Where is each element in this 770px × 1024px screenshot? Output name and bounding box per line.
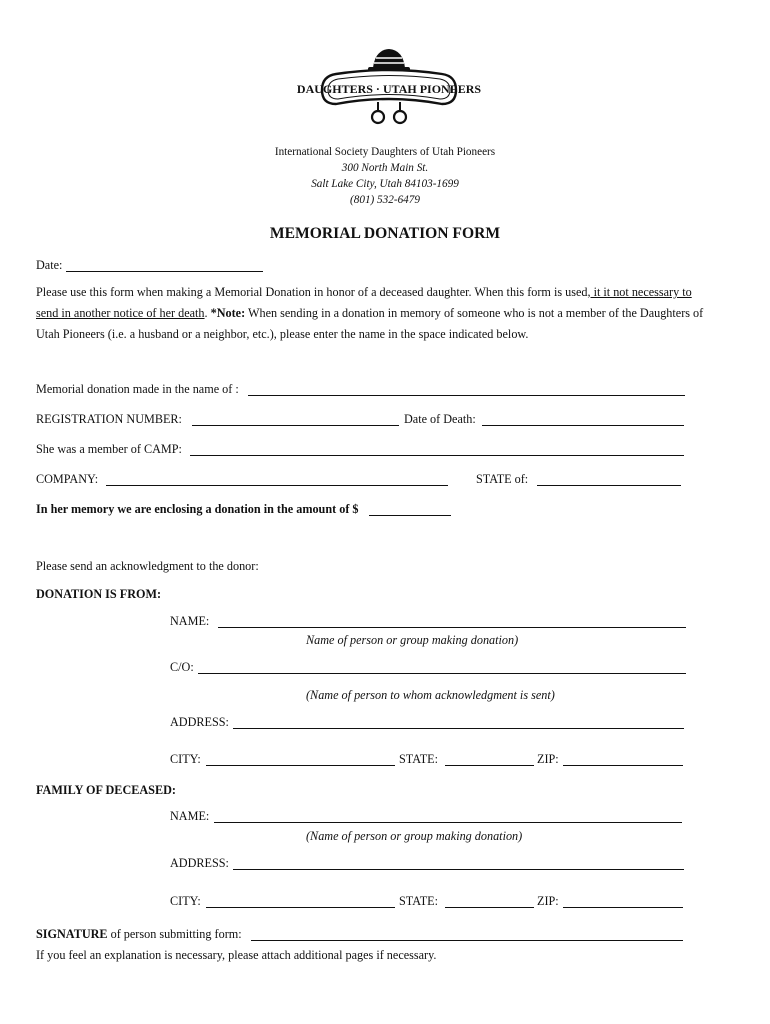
intro-line-2: send in another notice of her death. *Note: When sending in a donation in memory of someone who is not a member of the Daughters of — [36, 306, 704, 320]
company-label: COMPANY: — [36, 472, 99, 486]
org-name: International Society Daughters of Utah Pioneers — [274, 146, 496, 158]
co-note: (Name of person to whom acknowledgment is sent) — [306, 688, 555, 702]
donor-address-field[interactable] — [233, 728, 684, 729]
date-of-death-label: Date of Death: — [404, 412, 476, 426]
org-phone: (801) 532-6479 — [350, 194, 420, 206]
beehive-icon — [368, 49, 410, 72]
camp-label: She was a member of CAMP: — [36, 442, 182, 456]
donor-name-field[interactable] — [218, 627, 686, 628]
family-city-label: CITY: — [170, 894, 201, 908]
donation-from-heading: DONATION IS FROM: — [36, 587, 162, 601]
donor-zip-label: ZIP: — [537, 752, 559, 766]
donor-name-label: NAME: — [170, 614, 210, 628]
footer-note: If you feel an explanation is necessary, please attach additional pages if necessary. — [36, 948, 437, 962]
donor-zip-field[interactable] — [563, 765, 683, 766]
co-label: C/O: — [170, 660, 194, 674]
state-of-field[interactable] — [537, 485, 681, 486]
donor-state-label: STATE: — [399, 752, 438, 766]
donor-city-label: CITY: — [170, 752, 201, 766]
family-name-note: (Name of person or group making donation) — [306, 829, 523, 843]
date-label: Date: — [36, 258, 63, 272]
family-state-label: STATE: — [399, 894, 438, 908]
company-field[interactable] — [106, 485, 448, 486]
rings-icon — [372, 102, 406, 123]
family-state-field[interactable] — [445, 907, 534, 908]
donor-state-field[interactable] — [445, 765, 534, 766]
amount-field[interactable] — [369, 515, 451, 516]
signature-field[interactable] — [251, 940, 683, 941]
family-heading: FAMILY OF DECEASED: — [36, 783, 176, 797]
form-title: MEMORIAL DONATION FORM — [269, 225, 501, 242]
registration-label: REGISTRATION NUMBER: — [36, 412, 182, 426]
org-street: 300 North Main St. — [341, 162, 429, 174]
co-field[interactable] — [198, 673, 686, 674]
intro-line-3: Utah Pioneers (i.e. a husband or a neighbor, etc.), please enter the name in the space indicated below. — [36, 327, 529, 341]
donor-city-field[interactable] — [206, 765, 395, 766]
signature-label: SIGNATURE of person submitting form: — [36, 927, 242, 941]
family-address-field[interactable] — [233, 869, 684, 870]
memorial-name-label: Memorial donation made in the name of : — [36, 382, 239, 396]
family-zip-field[interactable] — [563, 907, 683, 908]
state-of-label: STATE of: — [476, 472, 529, 486]
family-address-label: ADDRESS: — [170, 856, 229, 870]
memorial-name-field[interactable] — [248, 395, 685, 396]
donor-name-note: Name of person or group making donation) — [306, 633, 519, 647]
family-city-field[interactable] — [206, 907, 395, 908]
donor-address-label: ADDRESS: — [170, 715, 229, 729]
amount-label: In her memory we are enclosing a donation in the amount of $ — [36, 502, 359, 516]
family-zip-label: ZIP: — [537, 894, 559, 908]
ack-text: Please send an acknowledgment to the donor: — [36, 559, 259, 573]
family-name-label: NAME: — [170, 809, 210, 823]
family-name-field[interactable] — [214, 822, 682, 823]
date-of-death-field[interactable] — [482, 425, 684, 426]
intro-line-1: Please use this form when making a Memorial Donation in honor of a deceased daughter. When this form is used, it it not necessary to — [36, 285, 692, 299]
org-city: Salt Lake City, Utah 84103-1699 — [311, 178, 459, 190]
registration-field[interactable] — [192, 425, 399, 426]
svg-text:DAUGHTERS · UTAH PIONEERS: DAUGHTERS · UTAH PIONEERS — [296, 82, 482, 96]
camp-field[interactable] — [190, 455, 684, 456]
date-field[interactable] — [66, 271, 263, 272]
dup-logo — [296, 46, 482, 128]
